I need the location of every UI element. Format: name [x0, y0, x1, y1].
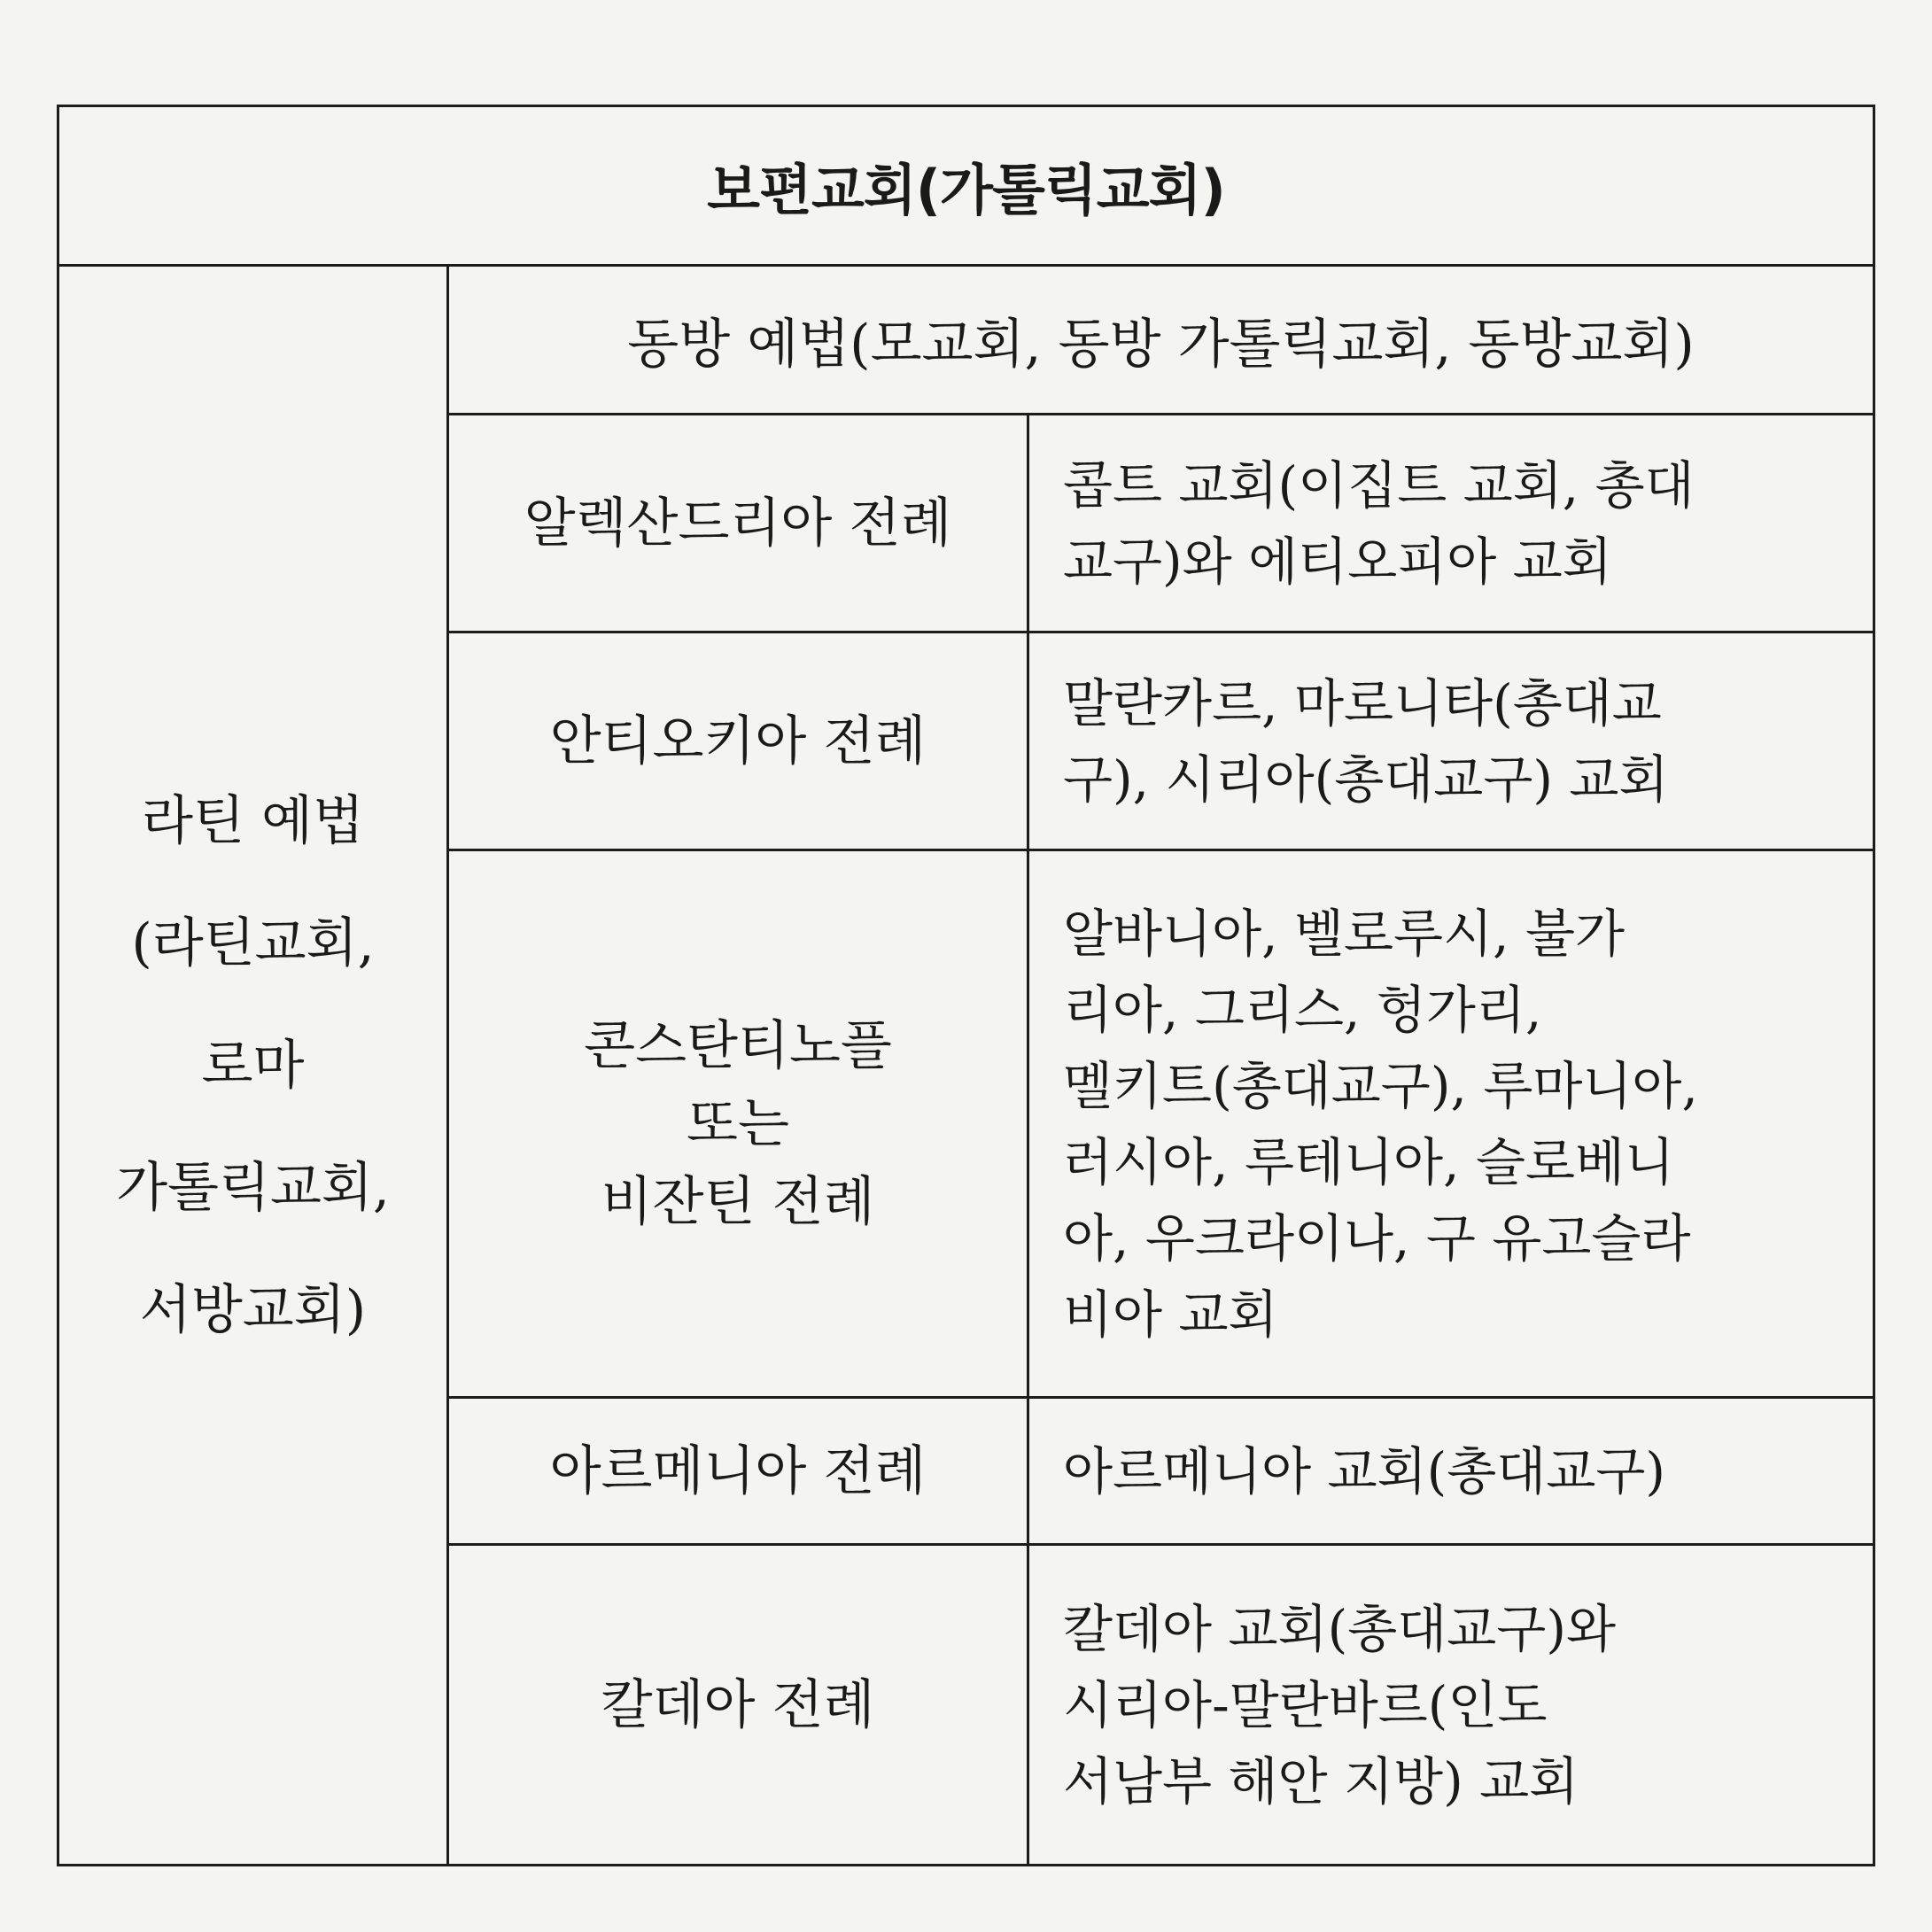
- rite-name-cell: [448, 1398, 1028, 1545]
- latin-line: 서방교회): [139, 1278, 367, 1341]
- rite-name-cell: [448, 850, 1028, 1398]
- latin-rite-cell: [58, 266, 448, 1866]
- universal-church-header: 보편교회(가톨릭교회): [58, 106, 1874, 266]
- church-line: 콥트 교회(이집트 교회, 총대: [1063, 454, 1695, 516]
- rite-name-cell: [448, 1545, 1028, 1866]
- church-line: 교구)와 에티오피아 교회: [1063, 531, 1612, 592]
- rite-churches-cell: [1028, 1398, 1874, 1545]
- rite-name-cell: [448, 632, 1028, 850]
- latin-line: (라틴교회,: [131, 912, 375, 974]
- church-line: 칼데아 교회(총대교구)와: [1063, 1598, 1616, 1659]
- rite-name-line: 안티오키아 전례: [549, 710, 927, 772]
- rite-name-line: 칼데아 전례: [601, 1673, 875, 1736]
- church-line: 구), 시리아(총대교구) 교회: [1063, 749, 1669, 810]
- rite-name-line: 또는: [687, 1092, 789, 1155]
- rite-churches-cell: [1028, 632, 1874, 850]
- church-line: 비아 교회: [1063, 1284, 1278, 1345]
- rite-churches-cell: [1028, 850, 1874, 1398]
- church-line: 말란카르, 마로니타(총대교: [1063, 672, 1662, 733]
- rite-name-cell: [448, 415, 1028, 632]
- church-rites-table: [57, 105, 1875, 1866]
- church-line: 아르메니아 교회(총대교구): [1063, 1440, 1666, 1501]
- latin-line: 가톨릭교회,: [116, 1156, 390, 1219]
- church-line: 아, 우크라이나, 구 유고슬라: [1063, 1207, 1691, 1269]
- rite-name-line: 알렉산드리아 전례: [524, 492, 952, 555]
- eastern-row: [58, 266, 1874, 415]
- rite-churches-cell: [1028, 415, 1874, 632]
- latin-line: 라틴 예법: [142, 789, 364, 852]
- eastern-rite-header: 동방 예법(모교회, 동방 가톨릭교회, 동방교회): [448, 266, 1874, 415]
- church-line: 멜키트(총대교구), 루마니아,: [1063, 1055, 1698, 1116]
- rite-name-line: 아르메니아 전례: [549, 1439, 927, 1502]
- header-row: [58, 106, 1874, 266]
- church-line: 리아, 그리스, 헝가리,: [1063, 979, 1542, 1040]
- church-line: 알바니아, 벨로루시, 불가: [1063, 903, 1626, 964]
- latin-line: 로마: [201, 1034, 305, 1097]
- rite-churches-cell: [1028, 1545, 1874, 1866]
- church-line: 러시아, 루테니아, 슬로베니: [1063, 1131, 1675, 1192]
- church-line: 시리아-말란바르(인도: [1063, 1674, 1548, 1735]
- church-line: 서남부 해안 지방) 교회: [1063, 1750, 1579, 1812]
- rite-name-line: 콘스탄티노플: [584, 1014, 892, 1077]
- rite-name-line: 비잔틴 전례: [601, 1170, 875, 1233]
